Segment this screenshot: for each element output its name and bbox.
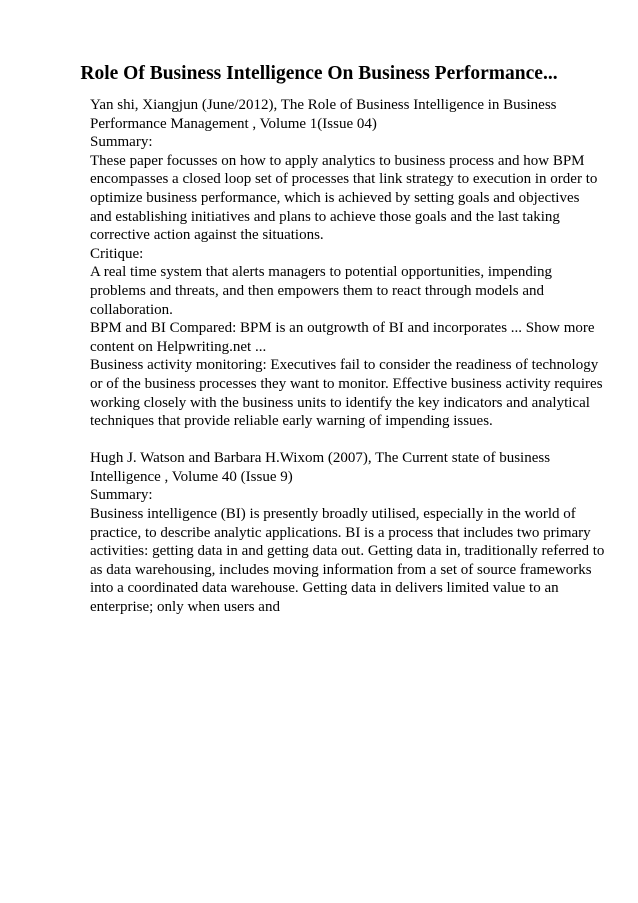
text-line: problems and threats, and then empowers them to react through models and	[90, 282, 545, 299]
text-line: Performance Management , Volume 1(Issue 04)	[90, 115, 377, 132]
text-line: Business intelligence (BI) is presently broadly utilised, especially in the world of	[90, 506, 576, 523]
text-line: These paper focusses on how to apply analytics to business process and how BPM	[90, 152, 585, 169]
critique-heading: Critique:	[90, 245, 144, 262]
text-line: Intelligence , Volume 40 (Issue 9)	[90, 468, 293, 485]
text-line: techniques that provide reliable early warning of impending issues.	[90, 413, 493, 430]
text-line: enterprise; only when users and	[90, 599, 280, 616]
summary-heading: Summary:	[90, 134, 153, 151]
section-yan-shi	[90, 96, 603, 431]
text-line: Business activity monitoring: Executives fail to consider the readiness of technology	[90, 357, 599, 374]
text-line: corrective action against the situations.	[90, 227, 324, 244]
text-line: Hugh J. Watson and Barbara H.Wixom (2007), The Current state of business	[90, 450, 551, 467]
text-line: working closely with the business units to identify the key indicators and analytical	[90, 394, 590, 411]
text-line: practice, to describe analytic applications. BI is a process that includes two primary	[90, 524, 591, 541]
document-body	[90, 96, 605, 617]
text-line: BPM and BI Compared: BPM is an outgrowth of BI and incorporates ... Show more	[90, 320, 595, 337]
text-line: optimize business performance, which is achieved by setting goals and objectives	[90, 189, 580, 206]
text-line: content on Helpwriting.net ...	[90, 338, 267, 355]
section-spacer	[90, 431, 600, 450]
text-line: A real time system that alerts managers to potential opportunities, impending	[90, 264, 552, 281]
text-line: encompasses a closed loop set of processes that link strategy to execution in order to	[90, 171, 598, 188]
text-line: as data warehousing, includes moving information from a set of source frameworks	[90, 561, 592, 578]
text-line: Yan shi, Xiangjun (June/2012), The Role of Business Intelligence in Business	[90, 97, 557, 113]
text-line: and establishing initiatives and plans to achieve those goals and the last taking	[90, 208, 560, 225]
text-line: or of the business processes they want to monitor. Effective business activity requires	[90, 375, 603, 392]
text-line: into a coordinated data warehouse. Getting data in delivers limited value to an	[90, 580, 559, 597]
document-title: Role Of Business Intelligence On Business Performance...	[80, 63, 558, 84]
text-line: activities: getting data in and getting data out. Getting data in, traditionally referred to	[90, 543, 605, 560]
text-line: collaboration.	[90, 301, 173, 318]
section-watson-wixom	[90, 449, 605, 616]
summary-heading: Summary:	[90, 487, 153, 504]
